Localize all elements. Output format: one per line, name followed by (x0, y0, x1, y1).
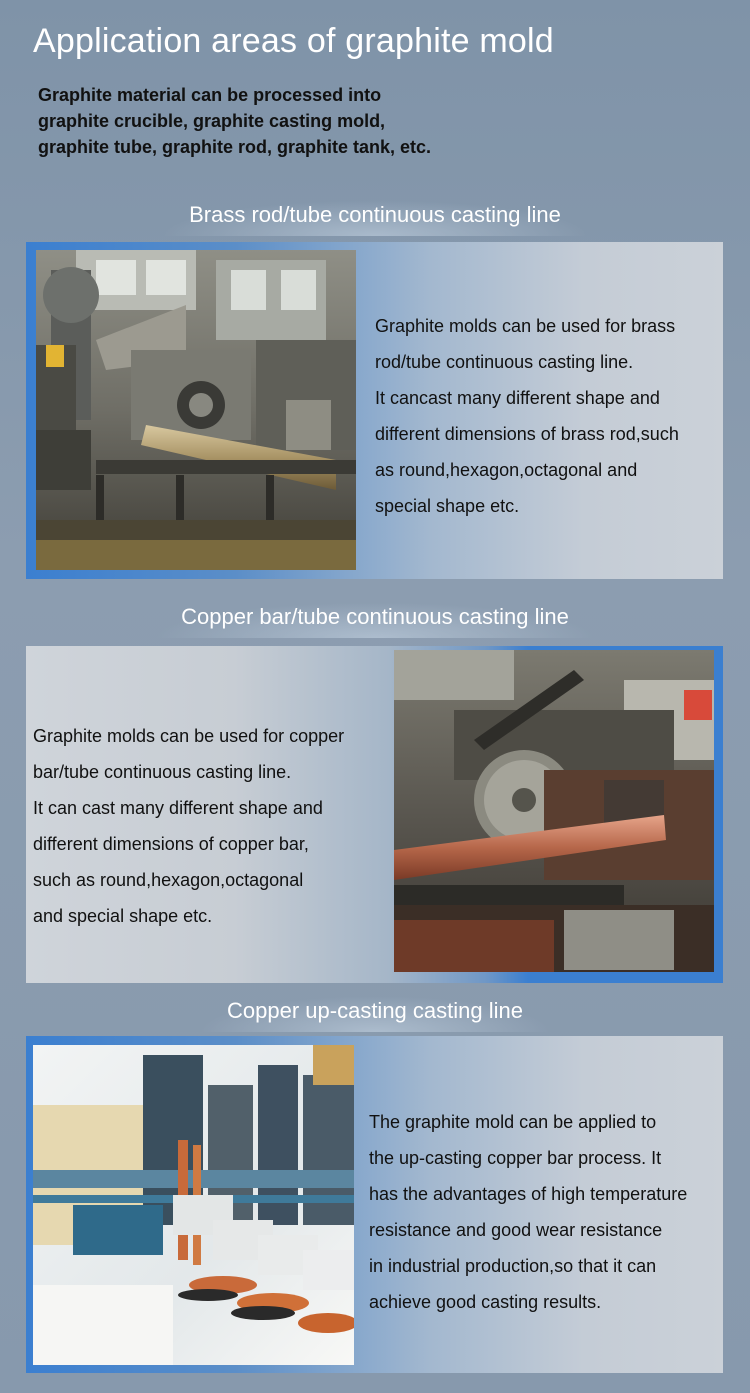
copper-bar-description (33, 718, 344, 934)
section-heading-label: Brass rod/tube continuous casting line (161, 200, 589, 236)
section-heading-copper-bar (0, 602, 750, 638)
description-line: The graphite mold can be applied to (369, 1112, 657, 1132)
description-line: rod/tube continuous casting line. (375, 352, 634, 372)
up-casting-description (369, 1104, 687, 1320)
description-line: Graphite molds can be used for brass (375, 316, 676, 336)
section-heading-up-casting (0, 996, 750, 1032)
intro-line: graphite crucible, graphite casting mold, (38, 111, 386, 131)
description-line: special shape etc. (375, 496, 520, 516)
description-line: different dimensions of copper bar, (33, 834, 309, 854)
brass-casting-line-photo (36, 250, 356, 570)
copper-bar-casting-line-photo (394, 650, 714, 972)
description-line: bar/tube continuous casting line. (33, 762, 292, 782)
description-line: different dimensions of brass rod,such (375, 424, 679, 444)
description-line: It cancast many different shape and (375, 388, 660, 408)
section-card-brass (26, 242, 723, 579)
brass-description (375, 308, 679, 524)
description-line: has the advantages of high temperature (369, 1184, 688, 1204)
intro-line: Graphite material can be processed into (38, 85, 382, 105)
description-line: the up-casting copper bar process. It (369, 1148, 662, 1168)
intro-line: graphite tube, graphite rod, graphite tank, etc. (38, 137, 432, 157)
description-line: such as round,hexagon,octagonal (33, 870, 304, 890)
up-casting-line-photo (33, 1045, 354, 1365)
section-card-up-casting (26, 1036, 723, 1373)
intro-paragraph (38, 82, 678, 160)
description-line: It can cast many different shape and (33, 798, 323, 818)
section-heading-brass (0, 200, 750, 236)
description-line: as round,hexagon,octagonal and (375, 460, 638, 480)
section-card-copper-bar (26, 646, 723, 983)
section-heading-label: Copper up-casting casting line (199, 996, 551, 1032)
description-line: and special shape etc. (33, 906, 213, 926)
page-title: Application areas of graphite mold (33, 22, 554, 60)
section-heading-label: Copper bar/tube continuous casting line (153, 602, 597, 638)
description-line: achieve good casting results. (369, 1292, 602, 1312)
description-line: in industrial production,so that it can (369, 1256, 657, 1276)
description-line: Graphite molds can be used for copper (33, 726, 345, 746)
description-line: resistance and good wear resistance (369, 1220, 663, 1240)
